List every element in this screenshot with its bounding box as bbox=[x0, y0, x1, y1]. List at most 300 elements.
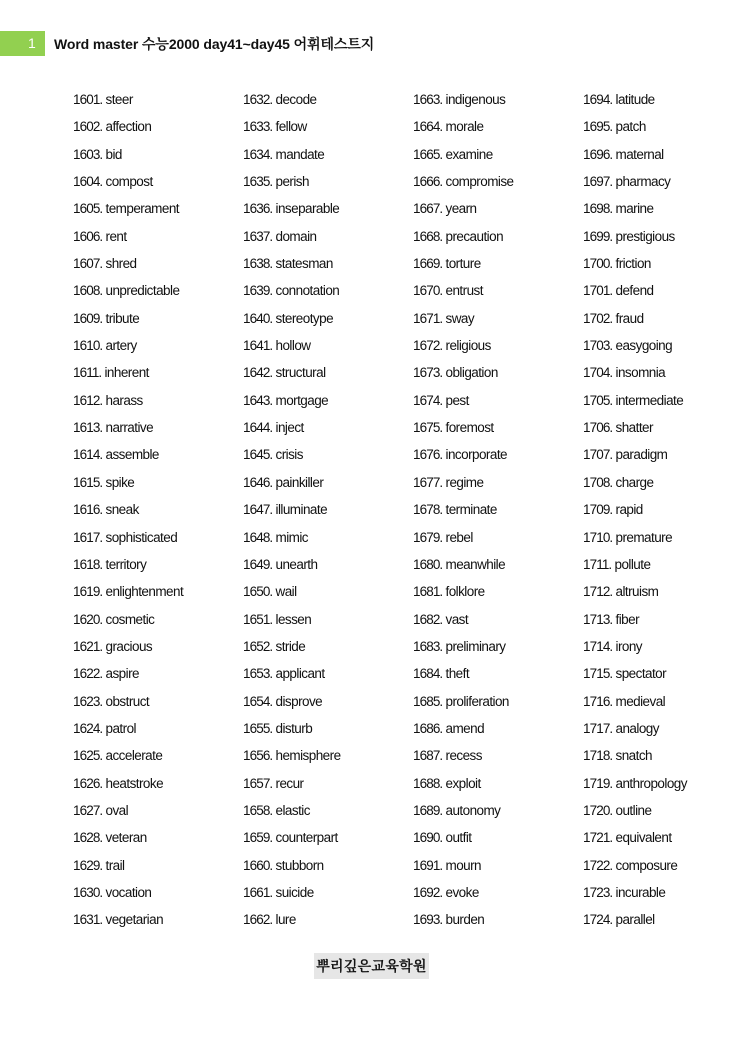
word-item bbox=[73, 770, 243, 797]
word-number: 1632. bbox=[243, 92, 273, 107]
word-item bbox=[73, 359, 243, 386]
word-number: 1656. bbox=[243, 748, 273, 764]
word-text: proliferation bbox=[445, 693, 509, 709]
word-item bbox=[413, 633, 583, 660]
word-number: 1622. bbox=[73, 666, 103, 682]
word-text: compromise bbox=[445, 174, 514, 190]
word-number: 1650. bbox=[243, 584, 273, 600]
page-header bbox=[0, 31, 374, 56]
word-number: 1648. bbox=[243, 529, 273, 545]
word-text: rent bbox=[105, 228, 127, 244]
word-text: shred bbox=[105, 256, 137, 272]
word-text: sway bbox=[445, 310, 475, 326]
word-item bbox=[413, 359, 583, 386]
word-text: premature bbox=[615, 529, 673, 545]
word-item bbox=[73, 906, 243, 933]
word-text: vast bbox=[445, 611, 469, 627]
word-number: 1663. bbox=[413, 92, 443, 107]
word-item bbox=[413, 770, 583, 797]
word-item bbox=[73, 113, 243, 140]
word-item bbox=[583, 332, 743, 359]
word-number: 1610. bbox=[73, 338, 103, 354]
word-item bbox=[243, 277, 413, 304]
word-text: sophisticated bbox=[105, 529, 178, 545]
word-item bbox=[413, 141, 583, 168]
word-item bbox=[73, 742, 243, 769]
word-text: stereotype bbox=[275, 310, 334, 326]
word-item bbox=[413, 250, 583, 277]
word-text: friction bbox=[615, 256, 651, 272]
word-text: defend bbox=[615, 283, 654, 299]
word-number: 1660. bbox=[243, 857, 273, 873]
word-text: accelerate bbox=[105, 748, 163, 764]
word-number: 1630. bbox=[73, 884, 103, 900]
word-number: 1655. bbox=[243, 720, 273, 736]
word-text: recur bbox=[275, 775, 304, 791]
word-text: painkiller bbox=[275, 474, 324, 490]
word-column bbox=[583, 86, 743, 934]
word-number: 1697. bbox=[583, 174, 613, 190]
word-text: affection bbox=[105, 119, 152, 135]
word-item bbox=[73, 195, 243, 222]
word-text: easygoing bbox=[615, 338, 673, 354]
word-item bbox=[583, 797, 743, 824]
word-item bbox=[243, 168, 413, 195]
word-item bbox=[583, 551, 743, 578]
word-text: incorporate bbox=[445, 447, 507, 463]
word-number: 1644. bbox=[243, 420, 273, 436]
word-text: prestigious bbox=[615, 228, 675, 244]
word-number: 1724. bbox=[583, 912, 613, 928]
word-item bbox=[243, 414, 413, 441]
word-item bbox=[243, 113, 413, 140]
word-text: religious bbox=[445, 338, 491, 354]
word-item bbox=[583, 414, 743, 441]
word-item bbox=[413, 223, 583, 250]
word-item bbox=[243, 906, 413, 933]
word-number: 1686. bbox=[413, 720, 443, 736]
word-number: 1652. bbox=[243, 638, 273, 654]
word-text: burden bbox=[445, 912, 485, 928]
word-item bbox=[583, 742, 743, 769]
word-number: 1613. bbox=[73, 420, 103, 436]
word-text: terminate bbox=[445, 502, 497, 518]
word-item bbox=[583, 879, 743, 906]
word-item bbox=[413, 387, 583, 414]
word-item bbox=[73, 551, 243, 578]
word-item bbox=[243, 387, 413, 414]
word-item bbox=[73, 332, 243, 359]
word-number: 1661. bbox=[243, 884, 273, 900]
word-text: pharmacy bbox=[615, 174, 671, 190]
word-number: 1700. bbox=[583, 256, 613, 272]
word-number: 1616. bbox=[73, 502, 103, 518]
word-text: insomnia bbox=[615, 365, 666, 381]
word-text: disturb bbox=[275, 720, 313, 736]
word-number: 1653. bbox=[243, 666, 273, 682]
word-text: pollute bbox=[614, 556, 651, 572]
word-item bbox=[73, 797, 243, 824]
word-item bbox=[243, 250, 413, 277]
word-number: 1605. bbox=[73, 201, 103, 217]
word-item bbox=[243, 742, 413, 769]
word-item bbox=[243, 715, 413, 742]
word-text: analogy bbox=[615, 720, 659, 736]
word-item bbox=[243, 551, 413, 578]
page-number: 1 bbox=[0, 31, 45, 56]
word-number: 1657. bbox=[243, 775, 273, 791]
word-number: 1643. bbox=[243, 392, 273, 408]
word-text: trail bbox=[105, 857, 125, 873]
word-item bbox=[243, 852, 413, 879]
word-item bbox=[583, 715, 743, 742]
word-number: 1654. bbox=[243, 693, 273, 709]
word-text: marine bbox=[615, 201, 654, 217]
word-number: 1710. bbox=[583, 529, 613, 545]
word-number: 1679. bbox=[413, 529, 443, 545]
word-number: 1635. bbox=[243, 174, 273, 190]
word-column bbox=[243, 86, 413, 934]
word-text: anthropology bbox=[615, 775, 687, 791]
word-number: 1627. bbox=[73, 802, 103, 818]
word-item bbox=[73, 578, 243, 605]
word-text: unearth bbox=[275, 556, 318, 572]
word-text: mourn bbox=[445, 857, 482, 873]
word-item bbox=[73, 223, 243, 250]
word-number: 1715. bbox=[583, 666, 613, 682]
word-number: 1722. bbox=[583, 857, 613, 873]
word-number: 1709. bbox=[583, 502, 613, 518]
word-text: evoke bbox=[445, 884, 479, 900]
word-number: 1698. bbox=[583, 201, 613, 217]
word-text: mimic bbox=[275, 529, 308, 545]
word-text: paradigm bbox=[615, 447, 668, 463]
word-item bbox=[73, 496, 243, 523]
word-item bbox=[413, 824, 583, 851]
word-number: 1664. bbox=[413, 119, 443, 135]
word-item bbox=[583, 524, 743, 551]
word-number: 1611. bbox=[73, 365, 102, 381]
word-item bbox=[413, 441, 583, 468]
word-text: rapid bbox=[615, 502, 643, 518]
word-number: 1699. bbox=[583, 228, 613, 244]
word-text: fellow bbox=[275, 119, 307, 135]
word-text: perish bbox=[275, 174, 309, 190]
word-text: lure bbox=[275, 912, 296, 928]
word-item bbox=[243, 797, 413, 824]
word-number: 1705. bbox=[583, 392, 613, 408]
word-text: exploit bbox=[445, 775, 481, 791]
word-item bbox=[583, 824, 743, 851]
word-number: 1617. bbox=[73, 529, 103, 545]
word-number: 1634. bbox=[243, 146, 273, 162]
word-number: 1688. bbox=[413, 775, 443, 791]
word-number: 1625. bbox=[73, 748, 103, 764]
word-number: 1602. bbox=[73, 119, 103, 135]
word-item bbox=[413, 414, 583, 441]
word-text: enlightenment bbox=[105, 584, 184, 600]
word-item bbox=[413, 797, 583, 824]
word-text: obstruct bbox=[105, 693, 150, 709]
word-number: 1702. bbox=[583, 310, 613, 326]
word-text: precaution bbox=[445, 228, 504, 244]
word-item bbox=[583, 469, 743, 496]
word-number: 1619. bbox=[73, 584, 103, 600]
word-text: artery bbox=[105, 338, 137, 354]
word-text: composure bbox=[615, 857, 678, 873]
word-text: latitude bbox=[615, 92, 655, 107]
word-number: 1719. bbox=[583, 775, 613, 791]
word-number: 1676. bbox=[413, 447, 443, 463]
word-text: oval bbox=[105, 802, 129, 818]
word-number: 1684. bbox=[413, 666, 443, 682]
word-text: spike bbox=[105, 474, 135, 490]
word-item bbox=[73, 633, 243, 660]
word-number: 1714. bbox=[583, 638, 613, 654]
word-text: hollow bbox=[275, 338, 311, 354]
word-number: 1693. bbox=[413, 912, 443, 928]
word-number: 1666. bbox=[413, 174, 443, 190]
word-item bbox=[413, 606, 583, 633]
word-item bbox=[413, 578, 583, 605]
word-item bbox=[243, 195, 413, 222]
word-number: 1673. bbox=[413, 365, 443, 381]
word-number: 1670. bbox=[413, 283, 443, 299]
word-item bbox=[243, 824, 413, 851]
word-text: pest bbox=[445, 392, 469, 408]
word-number: 1615. bbox=[73, 474, 103, 490]
word-text: preliminary bbox=[445, 638, 506, 654]
word-number: 1620. bbox=[73, 611, 103, 627]
word-text: yearn bbox=[445, 201, 477, 217]
word-item bbox=[583, 387, 743, 414]
word-number: 1695. bbox=[583, 119, 613, 135]
word-number: 1642. bbox=[243, 365, 273, 381]
word-text: vocation bbox=[105, 884, 152, 900]
word-number: 1614. bbox=[73, 447, 103, 463]
word-item bbox=[73, 86, 243, 113]
word-text: inseparable bbox=[275, 201, 340, 217]
word-number: 1690. bbox=[413, 830, 443, 846]
word-item bbox=[583, 277, 743, 304]
word-text: aspire bbox=[105, 666, 139, 682]
word-item bbox=[583, 359, 743, 386]
word-item bbox=[583, 195, 743, 222]
word-text: patrol bbox=[105, 720, 136, 736]
word-text: domain bbox=[275, 228, 317, 244]
word-number: 1708. bbox=[583, 474, 613, 490]
word-item bbox=[413, 688, 583, 715]
word-text: meanwhile bbox=[445, 556, 506, 572]
word-item bbox=[73, 524, 243, 551]
word-text: parallel bbox=[615, 912, 655, 928]
word-text: sneak bbox=[105, 502, 139, 518]
word-item bbox=[243, 524, 413, 551]
word-text: charge bbox=[615, 474, 654, 490]
word-number: 1612. bbox=[73, 392, 103, 408]
word-item bbox=[583, 250, 743, 277]
word-column bbox=[73, 86, 243, 934]
word-number: 1689. bbox=[413, 802, 443, 818]
word-number: 1694. bbox=[583, 92, 613, 107]
word-number: 1618. bbox=[73, 556, 103, 572]
word-text: inherent bbox=[104, 365, 149, 381]
word-text: gracious bbox=[105, 638, 153, 654]
word-text: obligation bbox=[445, 365, 498, 381]
word-text: inject bbox=[275, 420, 304, 436]
word-number: 1629. bbox=[73, 857, 103, 873]
word-number: 1701. bbox=[583, 283, 613, 299]
word-item bbox=[243, 223, 413, 250]
word-number: 1723. bbox=[583, 884, 613, 900]
word-number: 1713. bbox=[583, 611, 613, 627]
word-text: fraud bbox=[615, 310, 644, 326]
word-item bbox=[243, 441, 413, 468]
word-number: 1603. bbox=[73, 146, 103, 162]
word-item bbox=[413, 524, 583, 551]
word-text: structural bbox=[275, 365, 326, 381]
word-number: 1640. bbox=[243, 310, 273, 326]
word-number: 1718. bbox=[583, 748, 613, 764]
word-text: mortgage bbox=[275, 392, 329, 408]
word-text: steer bbox=[105, 92, 133, 107]
word-item bbox=[243, 86, 413, 113]
word-number: 1604. bbox=[73, 174, 103, 190]
word-number: 1683. bbox=[413, 638, 443, 654]
word-text: applicant bbox=[275, 666, 325, 682]
word-item bbox=[413, 277, 583, 304]
word-item bbox=[73, 441, 243, 468]
word-number: 1711. bbox=[583, 556, 612, 572]
word-number: 1621. bbox=[73, 638, 103, 654]
word-text: amend bbox=[445, 720, 485, 736]
word-item bbox=[583, 688, 743, 715]
word-number: 1680. bbox=[413, 556, 443, 572]
word-number: 1638. bbox=[243, 256, 273, 272]
word-number: 1712. bbox=[583, 584, 613, 600]
word-number: 1662. bbox=[243, 912, 273, 928]
word-number: 1674. bbox=[413, 392, 443, 408]
word-number: 1707. bbox=[583, 447, 613, 463]
word-item bbox=[413, 742, 583, 769]
word-text: statesman bbox=[275, 256, 333, 272]
word-number: 1623. bbox=[73, 693, 103, 709]
word-item bbox=[243, 332, 413, 359]
word-item bbox=[243, 359, 413, 386]
word-number: 1717. bbox=[583, 720, 613, 736]
word-item bbox=[413, 551, 583, 578]
word-item bbox=[413, 879, 583, 906]
word-item bbox=[583, 168, 743, 195]
word-item bbox=[413, 332, 583, 359]
word-item bbox=[243, 879, 413, 906]
word-text: veteran bbox=[105, 830, 147, 846]
word-number: 1677. bbox=[413, 474, 443, 490]
word-number: 1703. bbox=[583, 338, 613, 354]
word-number: 1692. bbox=[413, 884, 443, 900]
word-item bbox=[413, 715, 583, 742]
word-item bbox=[583, 770, 743, 797]
word-number: 1637. bbox=[243, 228, 273, 244]
word-text: stride bbox=[275, 638, 306, 654]
word-item bbox=[583, 660, 743, 687]
word-number: 1641. bbox=[243, 338, 273, 354]
word-text: fiber bbox=[615, 611, 640, 627]
word-item bbox=[243, 688, 413, 715]
word-text: mandate bbox=[275, 146, 325, 162]
word-text: wail bbox=[275, 584, 297, 600]
word-item bbox=[73, 414, 243, 441]
word-text: maternal bbox=[615, 146, 664, 162]
word-number: 1687. bbox=[413, 748, 443, 764]
word-number: 1685. bbox=[413, 693, 443, 709]
word-text: autonomy bbox=[445, 802, 501, 818]
word-item bbox=[243, 578, 413, 605]
word-number: 1672. bbox=[413, 338, 443, 354]
word-list bbox=[73, 86, 743, 934]
word-item bbox=[73, 879, 243, 906]
word-number: 1678. bbox=[413, 502, 443, 518]
word-item bbox=[73, 250, 243, 277]
word-text: snatch bbox=[615, 748, 652, 764]
word-item bbox=[583, 223, 743, 250]
word-number: 1675. bbox=[413, 420, 443, 436]
word-number: 1671. bbox=[413, 310, 443, 326]
word-text: stubborn bbox=[275, 857, 324, 873]
word-text: shatter bbox=[615, 420, 653, 436]
word-text: foremost bbox=[445, 420, 494, 436]
word-text: temperament bbox=[105, 201, 179, 217]
word-text: bid bbox=[105, 146, 122, 162]
word-text: intermediate bbox=[615, 392, 684, 408]
word-item bbox=[413, 469, 583, 496]
word-item bbox=[583, 86, 743, 113]
word-text: spectator bbox=[615, 666, 667, 682]
word-number: 1665. bbox=[413, 146, 443, 162]
word-item bbox=[413, 305, 583, 332]
word-item bbox=[73, 606, 243, 633]
academy-name: 뿌리깊은교육학원 bbox=[314, 953, 429, 979]
word-item bbox=[243, 606, 413, 633]
word-text: crisis bbox=[275, 447, 303, 463]
word-text: tribute bbox=[105, 310, 140, 326]
word-item bbox=[73, 688, 243, 715]
word-item bbox=[413, 906, 583, 933]
word-number: 1636. bbox=[243, 201, 273, 217]
word-text: incurable bbox=[615, 884, 666, 900]
word-text: medieval bbox=[615, 693, 666, 709]
word-text: rebel bbox=[445, 529, 473, 545]
word-number: 1609. bbox=[73, 310, 103, 326]
word-item bbox=[73, 852, 243, 879]
word-text: suicide bbox=[275, 884, 314, 900]
word-text: equivalent bbox=[615, 830, 672, 846]
word-item bbox=[243, 305, 413, 332]
word-text: assemble bbox=[105, 447, 159, 463]
word-item bbox=[243, 770, 413, 797]
word-number: 1696. bbox=[583, 146, 613, 162]
word-number: 1645. bbox=[243, 447, 273, 463]
word-item bbox=[243, 496, 413, 523]
word-item bbox=[583, 906, 743, 933]
word-number: 1626. bbox=[73, 775, 103, 791]
word-number: 1651. bbox=[243, 611, 273, 627]
word-text: territory bbox=[105, 556, 147, 572]
word-number: 1659. bbox=[243, 830, 273, 846]
footer bbox=[0, 953, 743, 979]
word-text: indigenous bbox=[445, 92, 506, 107]
word-number: 1631. bbox=[73, 912, 103, 928]
